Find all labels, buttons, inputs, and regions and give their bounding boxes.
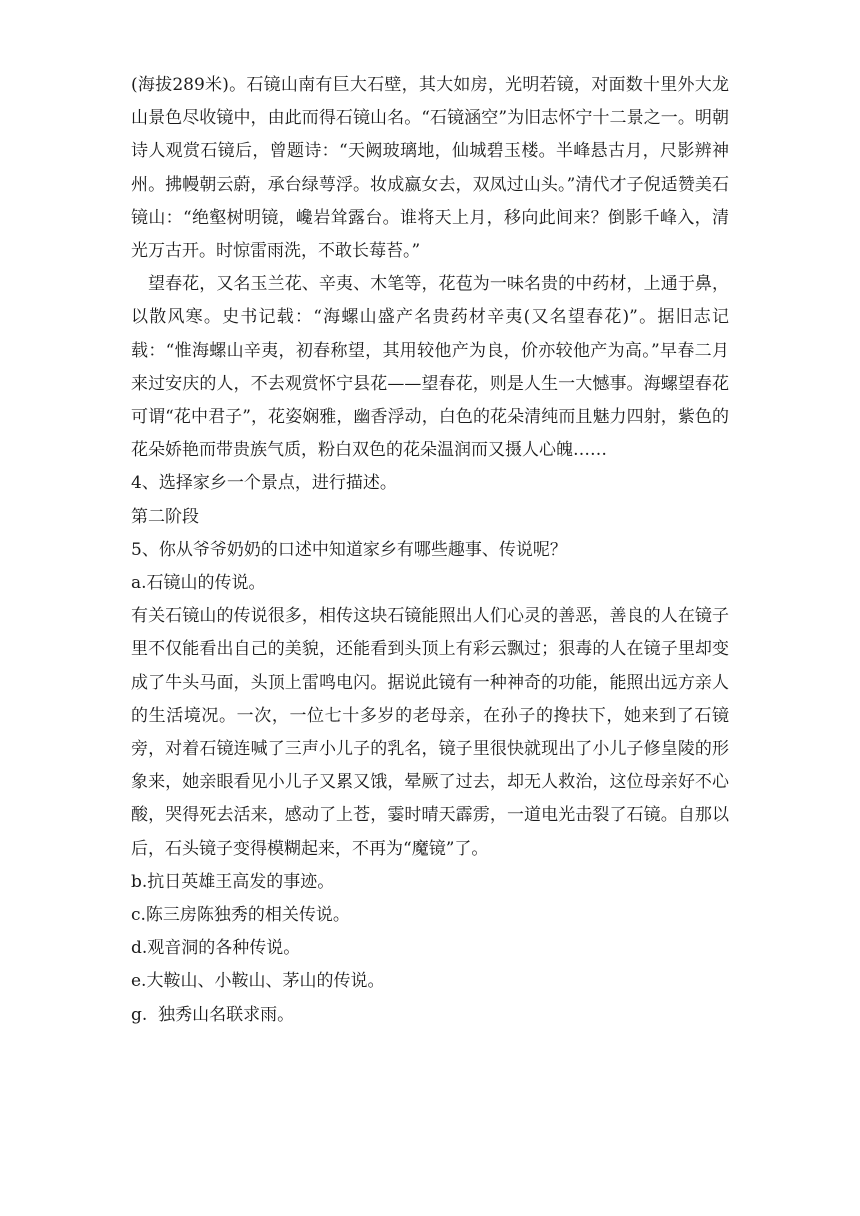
- list-item-b: b.抗日英雄王高发的事迹。: [131, 871, 335, 892]
- stage-heading: 第二阶段: [131, 506, 199, 527]
- list-item-c: c.陈三房陈独秀的相关传说。: [131, 905, 350, 926]
- list-item-g: g. 独秀山名联求雨。: [131, 1004, 295, 1025]
- question-4: 4、选择家乡一个景点，进行描述。: [131, 473, 397, 494]
- list-item-a: a.石镜山的传说。: [131, 573, 266, 594]
- question-5: 5、你从爷爷奶奶的口述中知道家乡有哪些趣事、传说呢？: [131, 539, 567, 560]
- list-item-d: d.观音洞的各种传说。: [131, 938, 301, 959]
- wangchun-flower-paragraph: 望春花，又名玉兰花、辛夷、木笔等，花苞为一味名贵的中药材，上通于鼻，以散风寒。史书记载：“海螺山盛产名贵药材辛夷(又名望春花)”。据旧志记载：“惟海螺山辛夷，初春称望，其用较他产为良，价亦较他产为高。”早春二月来过安庆的人，不去观赏怀宁县花——望春花，则是人生一大憾事。海螺望春花可谓“花中君子”，花姿娴雅，幽香浮动，白色的花朵清纯而且魅力四射，紫色的花朵娇艳而带贵族气质，粉白双色的花朵温润而又摄人心魄……: [131, 274, 729, 461]
- shijing-legend-paragraph: 有关石镜山的传说很多，相传这块石镜能照出人们心灵的善恶，善良的人在镜子里不仅能看出自己的美貌，还能看到头顶上有彩云飘过；狠毒的人在镜子里却变成了牛头马面，头顶上雷鸣电闪。据说此镜有一种神奇的功能，能照出远方亲人的生活境况。一次，一位七十多岁的老母亲，在孙子的搀扶下，她来到了石镜旁，对着石镜连喊了三声小儿子的乳名，镜子里很快就现出了小儿子修皇陵的形象来，她亲眼看见小儿子又累又饿，晕厥了过去，却无人救治，这位母亲好不心酸，哭得死去活来，感动了上苍，霎时晴天霹雳，一道电光击裂了石镜。自那以后，石头镜子变得模糊起来，不再为“魔镜”了。: [131, 606, 729, 859]
- shijing-mountain-paragraph: (海拔289米)。石镜山南有巨大石壁，其大如房，光明若镜，对面数十里外大龙山景色尽收镜中，由此而得石镜山名。“石镜涵空”为旧志怀宁十二景之一。明朝诗人观赏石镜后，曾题诗：“天阙玻璃地，仙城碧玉楼。半峰悬古月，尺影辨神州。拂幔朝云蔚，承台绿萼浮。妆成嬴女去，双凤过山头。”清代才子倪适赞美石镜山：“绝壑树明镜，巉岩耸露台。谁将天上月，移向此间来？倒影千峰入，清光万古开。时惊雷雨洗，不敢长莓苔。”: [131, 75, 729, 262]
- list-item-e: e.大鞍山、小鞍山、茅山的传说。: [131, 971, 385, 992]
